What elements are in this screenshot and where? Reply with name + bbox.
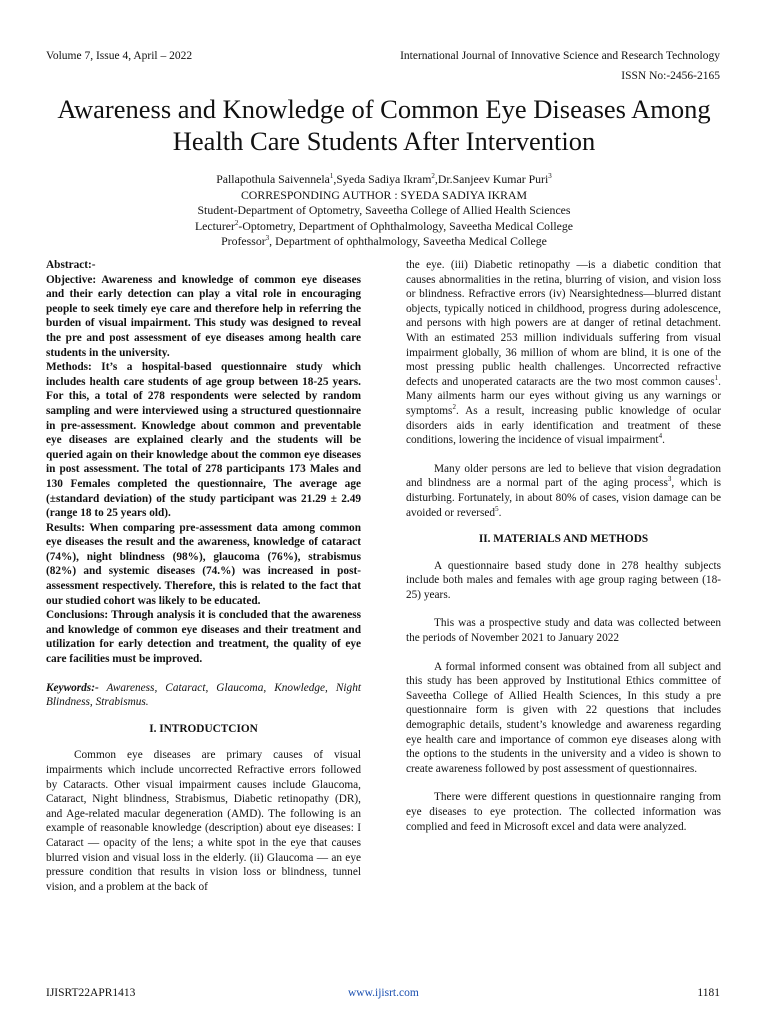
- keywords-text: Awareness, Cataract, Glaucoma, Knowledge, Night Blindness, Strabismus.: [46, 681, 361, 709]
- section-heading-introduction: I. INTRODUCTCION: [149, 722, 258, 735]
- footer-website-link[interactable]: www.ijisrt.com: [348, 987, 419, 999]
- citation-2: 2: [452, 403, 456, 412]
- intro-text-c: . As a result, increasing public knowledge of ocular disorders aids in early identification and treatment of these conditions, lowering the incidence of visual impairment: [406, 404, 721, 447]
- author-3: ,Dr.Sanjeev Kumar Puri: [434, 172, 549, 186]
- abstract-heading: Abstract:-: [46, 259, 96, 271]
- affiliation-1: Student-Department of Optometry, Saveetha College of Allied Health Sciences: [197, 203, 571, 217]
- author-2: ,Syeda Sadiya Ikram: [333, 172, 432, 186]
- methods-paragraph-4: There were different questions in questionnaire ranging from eye diseases to eye protection. The collected information was complied and feed in Microsoft excel and data were analyzed.: [406, 791, 721, 833]
- citation-3: 3: [667, 475, 672, 484]
- keywords: [46, 681, 361, 710]
- corresponding-author: CORRESPONDING AUTHOR : SYEDA SADIYA IKRAM: [240, 187, 528, 202]
- author-1-sup: 1: [329, 172, 334, 181]
- authors-block: [60, 172, 708, 250]
- affiliation-2-text: -Optometry, Department of Ophthalmology, Saveetha Medical College: [238, 218, 574, 233]
- paper-title: Awareness and Knowledge of Common Eye Diseases Among Health Care Students After Intervention: [57, 94, 711, 156]
- intro-p2-text-a: Many older persons are led to believe that vision degradation and blindness are a normal part of the aging process: [406, 462, 721, 490]
- journal-volume: Volume 7, Issue 4, April – 2022: [46, 50, 193, 62]
- citation-1: 1: [714, 373, 719, 382]
- section-heading-methods: II. MATERIALS AND METHODS: [478, 533, 649, 546]
- methods-paragraph-2: This was a prospective study and data was collected between the periods of November 2021 to January 2022: [406, 617, 721, 645]
- affiliation-3-role: Professor: [221, 234, 266, 248]
- journal-name: International Journal of Innovative Science and Research Technology: [400, 50, 720, 62]
- affiliation-2-role: Lecturer: [194, 218, 235, 233]
- intro-text-b: . Many ailments harm our eyes without giving us any warnings or symptoms: [406, 375, 721, 417]
- intro-text-d: .: [662, 434, 665, 447]
- affiliation-2: [60, 219, 708, 235]
- footer-paper-id: IJISRT22APR1413: [46, 987, 136, 999]
- intro-p2-text-b: , which is disturbing. Fortunately, in about 80% of cases, vision damage can be avoided or reversed: [406, 477, 721, 519]
- methods-paragraph-3: A formal informed consent was obtained from all subject and this study has been approved by Institutional Ethics committee of Saveetha College of Allied Health Sciences, In this study a pre questionnaire form is given with 22 questions that includes demographic details, student’s knowledge and awareness regarding eye health care and importance of common eye diseases along with the options to the students in the university and a video is shown to create awareness followed by post assessment of questionnaires.: [406, 660, 721, 775]
- author-1: Pallapothula Saivennela: [216, 172, 330, 186]
- intro-paragraph-2: [406, 462, 721, 520]
- intro-text-a: the eye. (iii) Diabetic retinopathy —is a diabetic condition that causes abnormalities in the retina, blurring of vision, and vision loss or blindness. Refractive errors (iv) Nearsightedness—blurred distant objects, typically noticed in childhood, progress during adolescence, and persons with high powers are at danger of retinal detachment. With an estimated 253 million individuals suffering from visual impairment globally, 36 million of whom are blind, it is one of the most pressing public health challenges. Uncorrected refractive defects and unoperated cataracts are the two most common causes: [406, 259, 721, 388]
- affiliation-3-sup: 3: [265, 234, 270, 243]
- intro-p2-text-c: .: [498, 506, 502, 519]
- author-line: [60, 172, 708, 188]
- affiliation-3: [60, 234, 708, 250]
- intro-paragraph-1-continued: [406, 258, 721, 448]
- abstract-methods: Methods: It’s a hospital-based questionnaire study which includes health care students of age group between 18-25 years. For this, a total of 278 respondents were selected by random sampling and were interviewed using a structured questionnaire in pre-assessment. Knowledge about common and preventable eye diseases are explained clearly and the students will be queried again on their knowledge about the common eye diseases in post assessment. The total of 278 participants 173 Males and 130 Females completed the questionnaire, The average age (±standard deviation) of the study participant was 21.29 ± 2.49 (range 18 to 25 years old).: [46, 361, 361, 520]
- keywords-label: Keywords:-: [46, 681, 99, 694]
- right-column: [406, 258, 721, 834]
- citation-5: 5: [495, 504, 499, 513]
- left-column: [46, 258, 361, 894]
- abstract-conclusions: Conclusions: Through analysis it is concluded that the awareness and knowledge of common eye diseases and their treatment and utilization for early detection and treatment, the quality of eye care facilities must be improved.: [46, 609, 361, 666]
- author-2-sup: 2: [431, 172, 435, 181]
- abstract-objective: Objective: Awareness and knowledge of common eye diseases and their early detection can play a vital role in encouraging people to seek timely eye care and therefore help in referring the burden of visual impairment. This study was designed to reveal the pre and post assessment of eye diseases among health care students in the university.: [46, 273, 361, 359]
- methods-paragraph-1: A questionnaire based study done in 278 healthy subjects include both males and females with age group raging between (18-25) years.: [406, 559, 721, 601]
- affiliation-2-sup: 2: [234, 218, 239, 227]
- author-3-sup: 3: [548, 172, 552, 181]
- abstract-results: Results: When comparing pre-assessment data among common eye diseases the result and the awareness, knowledge of cataract (74%), night blindness (98%), glaucoma (76%), strabismus (82%) and systemic diseases (74.%) was increased in post-assessment respectively. Therefore, this is related to the fact that our studied cohort was likely to be educated.: [46, 521, 361, 607]
- affiliation-3-text: , Department of ophthalmology, Saveetha Medical College: [269, 234, 547, 248]
- intro-paragraph-1: Common eye diseases are primary causes of visual impairments which include uncorrected Refractive errors followed by Cataracts. Other visual impairment causes include Glaucoma, Cataract, Night blindness, Strabismus, Diabetic retinopathy (DR), and Age-related macular degeneration (AMD). The following is an example of reasonable knowledge (description) about eye diseases: I Cataract — opacity of the lens; a white spot in the eye that causes blurred vision and visual loss in the elderly. (ii) Glaucoma — an eye pressure condition that results in vision loss or blindness, tunnel vision, and a problem at the back of: [46, 749, 361, 893]
- issn: ISSN No:-2456-2165: [621, 70, 720, 82]
- footer-page-number: 1181: [697, 987, 720, 999]
- citation-4: 4: [658, 432, 663, 441]
